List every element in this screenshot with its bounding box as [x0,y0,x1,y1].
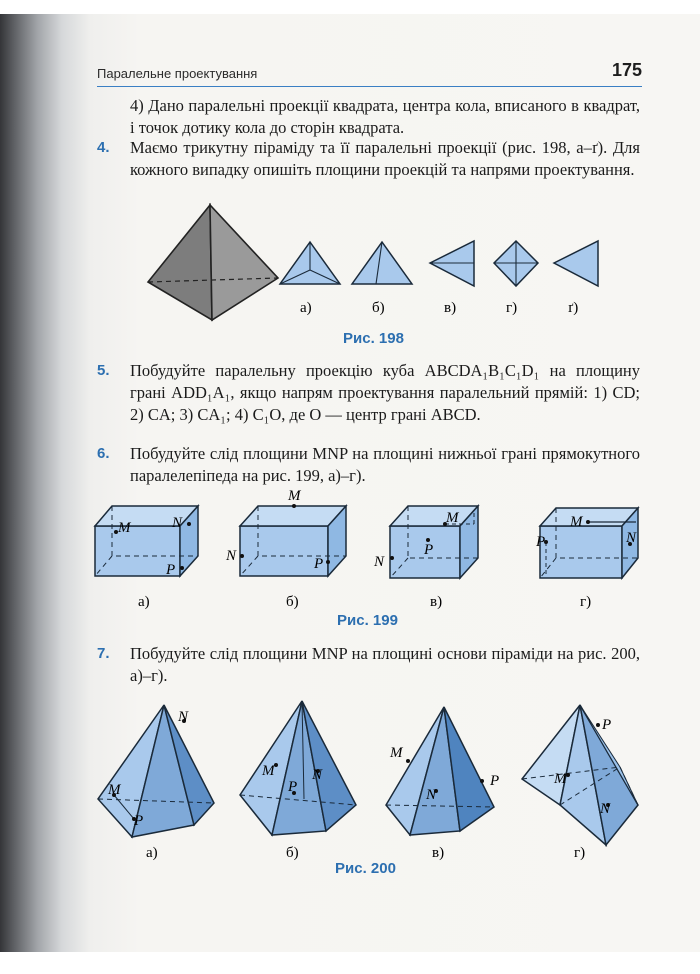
figure-198 [140,200,610,330]
fig199-label-a: а) [138,594,150,610]
pyr-b-point-p: P [288,779,298,795]
box-v [373,506,478,610]
exercise-number-6: 6. [97,445,110,462]
exercise-7-text: Побудуйте слід площини MNP на площині основи піраміди на рис. 200, а)–г). [130,644,640,685]
box-a [95,506,198,610]
fig200-caption: Рис. 200 [335,860,396,877]
pyr-a-point-p: P [134,813,144,829]
box-a-point-n: N [172,515,183,531]
figure-199 [90,486,650,614]
pyr-a-point-m: M [108,782,121,798]
pyr-v-point-m: M [390,745,403,761]
fig199-caption: Рис. 199 [337,612,398,629]
projection-g [494,241,538,286]
exercise-number-4: 4. [97,139,110,156]
pyramid-g [522,705,638,861]
pyr-b-point-m: M [262,763,275,779]
pyr-a-point-n: N [178,709,189,725]
fig200-label-g: г) [574,845,586,861]
exercise-number-7: 7. [97,645,110,662]
pyr-g-point-n: N [600,801,611,817]
box-a-point-p: P [166,562,176,578]
projection-v [430,241,474,286]
box-b-point-n: N [226,548,237,564]
box-v-point-n: N [374,554,385,570]
figure-200 [90,695,650,865]
exercise-3-part-4: 4) Дано паралельні проекції квадрата, центра кола, вписаного в квадрат, і точок дотику кола до сторін квадрата. [130,96,640,137]
exercise-4-text: Маємо трикутну піраміду та її паралельні проекції (рис. 198, а–ґ). Для кожного випадку опишіть площини проекцій та напрями проектування. [130,138,640,179]
box-v-point-p: P [424,542,434,558]
fig200-label-b: б) [286,845,299,861]
box-b-point-p: P [314,556,324,572]
fig198-label-gg: ґ) [568,300,579,316]
fig199-label-g: г) [580,594,592,610]
pyramid-v [386,707,499,861]
fig198-caption: Рис. 198 [343,330,404,347]
projection-b [352,242,412,284]
grey-pyramid [148,205,278,320]
pyr-b-point-n: N [312,767,323,783]
fig199-label-b: б) [286,594,299,610]
box-g-point-n: N [626,530,637,546]
pyr-v-point-n: N [426,787,437,803]
box-g-point-p: P [536,534,546,550]
fig198-label-g: г) [506,300,518,316]
fig199-label-v: в) [430,594,443,610]
fig200-label-a: а) [146,845,158,861]
pyr-g-point-p: P [602,717,612,733]
fig198-label-v: в) [444,300,457,316]
exercise-5-text: Побудуйте паралельну проекцію куба ABCDA₁B₁C₁D₁ на площину грані ADD₁A₁, якщо напрям проектування паралельний прямій: 1) CD; 2) CA; 3) CA₁; 4) C₁O, де O — центр грані ABCD. [130,361,640,424]
box-b-point-m: M [288,488,301,504]
pyr-g-point-m: M [554,771,567,787]
projection-gg [554,241,598,286]
box-b [225,488,346,610]
box-g-point-m: M [570,514,583,530]
fig198-label-b: б) [372,300,385,316]
fig200-label-v: в) [432,845,445,861]
page-number: 175 [611,60,642,80]
pyr-v-point-p: P [490,773,500,789]
fig198-label-a: а) [300,300,312,316]
header-title: Паралельне проектування [97,66,258,81]
box-g [535,508,638,610]
pyramid-b [240,701,356,861]
exercise-6-text: Побудуйте слід площини MNP на площині нижньої грані прямокутного паралелепіпеда на рис. 199, а)–г). [130,444,640,485]
running-header [97,60,642,87]
projection-a [280,242,340,284]
box-a-point-m: M [118,520,131,536]
pyramid-a [98,705,214,861]
box-v-point-m: M [446,510,459,526]
page-margin [0,952,700,974]
exercise-number-5: 5. [97,362,110,379]
